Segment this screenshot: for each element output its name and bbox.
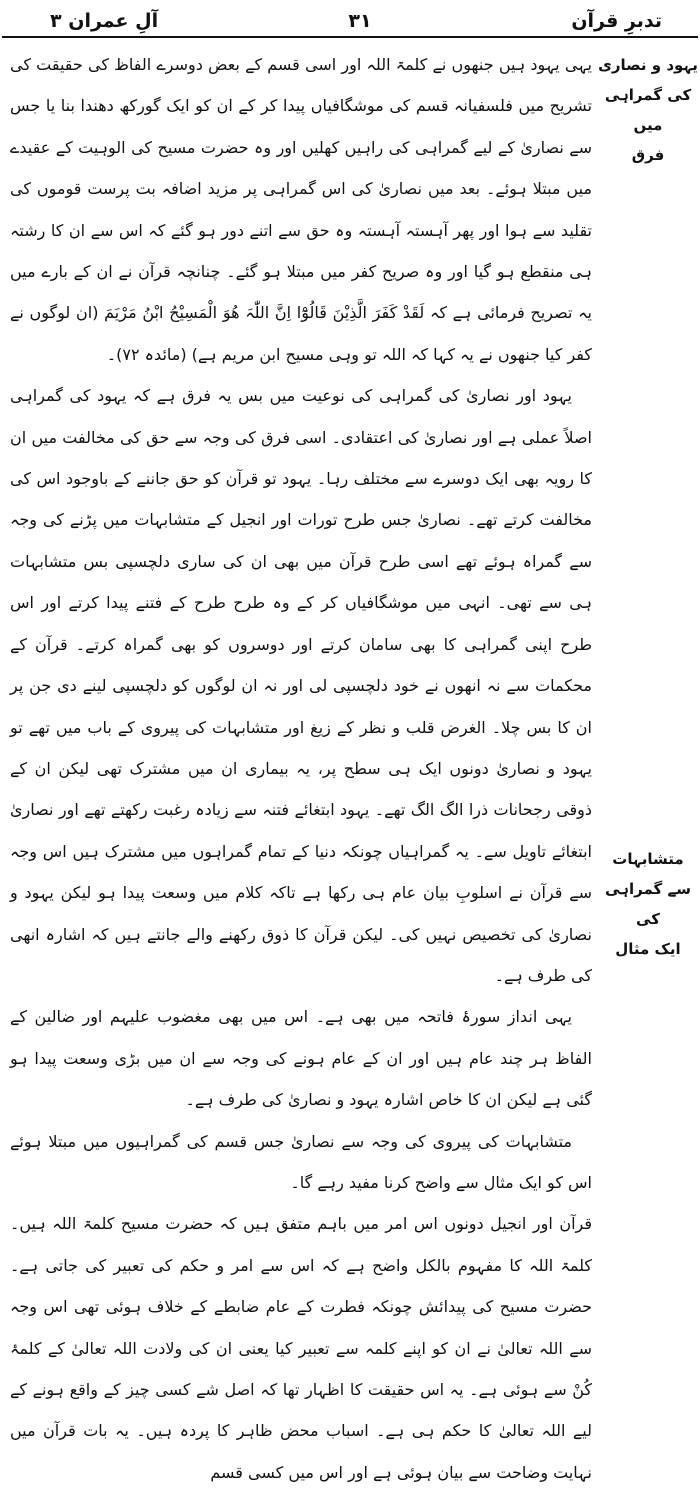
paragraph: یہی یہود ہیں جنھوں نے کلمۃ اللہ اور اسی قسم کے بعض دوسرے الفاظ کی حقیقت کی تشریح میں فلسفیانہ قسم کی موشگافیاں پیدا کر کے ان کو ایک گورکھ دھندا بنا یا جس سے نصاریٰ کے لیے گمراہی کی راہیں کھلیں اور وہ حضرت مسیح کی الوہیت کے عقیدے میں مبتلا ہوئے۔ بعد میں نصاریٰ کی اس گمراہی پر مزید اضافہ بت پرست قوموں کی تقلید سے ہوا اور پھر آہستہ آہستہ وہ حق سے اتنے دور ہو گئے کہ اس سے ان کا رشتہ ہی منقطع ہو گیا اور وہ صریح کفر میں مبتلا ہو گئے۔ چنانچہ قرآن نے ان کے بارے میں یہ تصریح فرمائی ہے کہ لَقَدْ کَفَرَ الَّذِیْنَ قَالُوْٓا اِنَّ اللّٰہَ ھُوَ الْمَسِیْحُ ابْنُ مَرْیَمَ (ان لوگوں نے کفر کیا جنھوں نے یہ کہا کہ اللہ تو وہی مسیح ابن مریم ہے) (مائدہ ۷۲)۔ (10, 55, 592, 364)
page-header (40, 4, 680, 38)
margin-note-line: ایک مثال (615, 940, 681, 958)
paragraph: متشابہات کی پیروی کی وجہ سے نصاریٰ جس قسم کی گمراہیوں میں مبتلا ہوئے اس کو ایک مثال سے واضح کرنا مفید رہے گا۔ (10, 1131, 592, 1192)
margin-note-line: یہود و نصاری (598, 56, 698, 74)
margin-note-2 (598, 844, 698, 964)
margin-note-line: فرق (631, 146, 665, 164)
surah-title: آلِ عمران ۳ (50, 10, 159, 32)
margin-note-line: سے گمراہی کی (605, 880, 691, 928)
margin-note-1 (598, 50, 698, 170)
header-rule (2, 36, 698, 38)
margin-note-line: کی گمراہی میں (604, 86, 692, 134)
paragraph: یہی انداز سورۂ فاتحہ میں بھی ہے۔ اس میں بھی مغضوب علیہم اور ضالین کے الفاظ ہر چند عام ہیں اور ان کے عام ہونے کی وجہ سے ان میں بڑی وسعت پیدا ہو گئی ہے لیکن ان کا خاص اشارہ یہود و نصاریٰ کی طرف ہے۔ (10, 1007, 592, 1110)
page-number: ۳۱ (348, 10, 372, 32)
book-title: تدبرِ قرآن (571, 10, 662, 32)
paragraph: قرآن اور انجیل دونوں اس امر میں باہم متفق ہیں کہ حضرت مسیح کلمۃ اللہ ہیں۔ کلمۃ اللہ کا مفہوم بالکل واضح ہے کہ اس سے امر و حکم کی تعبیر کی جاتی ہے۔ حضرت مسیح کی پیدائش چونکہ فطرت کے عام ضابطے کے خلاف ہوئی تھی اس وجہ سے اللہ تعالیٰ نے ان کو اپنے کلمہ سے تعبیر کیا یعنی ان کی ولادت اللہ تعالیٰ کے کلمۂ کُنْ سے ہوئی ہے۔ یہ اس حقیقت کا اظہار تھا کہ اصل شے کسی چیز کے واقع ہونے کے لیے اللہ تعالیٰ کا حکم ہی ہے۔ اسباب محض ظاہر کا پردہ ہیں۔ یہ بات قرآن میں نہایت وضاحت سے بیان ہوئی ہے اور اس میں کسی قسم (10, 1214, 592, 1482)
paragraph: یہود اور نصاریٰ کی گمراہی کی نوعیت میں بس یہ فرق ہے کہ یہود کی گمراہی اصلاً عملی ہے اور نصاریٰ کی اعتقادی۔ اسی فرق کی وجہ سے حق کی مخالفت میں ان کا رویہ بھی ایک دوسرے سے مختلف رہا۔ یہود تو قرآن کو حق جاننے کے باوجود اس کی مخالفت کرتے تھے۔ نصاریٰ جس طرح تورات اور انجیل کے متشابہات میں پڑنے کی وجہ سے گمراہ ہوئے تھے اسی طرح قرآن میں بھی ان کی ساری دلچسپی بس متشابہات ہی سے تھی۔ انہی میں موشگافیاں کر کے وہ طرح طرح کے فتنے پیدا کرتے اور اس طرح اپنی گمراہی کا بھی سامان کرتے اور دوسروں کو بھی گمراہ کرتے۔ قرآن کے محکمات سے نہ انھوں نے خود دلچسپی لی اور نہ ان لوگوں کو دلچسپی لینے دی جن پر ان کا بس چلا۔ الغرض قلب و نظر کے زیغ اور متشابہات کی پیروی کے باب میں تھے تو یہود و نصاریٰ دونوں ایک ہی سطح پر، یہ بیماری ان میں مشترک تھی لیکن ان کے ذوقی رجحانات ذرا الگ الگ تھے۔ یہود ابتغائے فتنہ سے زیادہ رغبت رکھتے تھے اور نصاریٰ ابتغائے تاویل سے۔ یہ گمراہیاں چونکہ دنیا کے تمام گمراہوں میں مشترک ہیں اس وجہ سے قرآن نے اسلوبِ بیان عام ہی رکھا ہے تاکہ کلام میں وسعت پیدا ہو لیکن یہود و نصاریٰ کی تخصیص نہیں کی۔ لیکن قرآن کا ذوق رکھنے والے جانتے ہیں کہ اشارہ انھی کی طرف ہے۔ (10, 386, 592, 985)
margin-note-line: متشابہات (612, 850, 684, 868)
body-text (10, 44, 592, 1493)
